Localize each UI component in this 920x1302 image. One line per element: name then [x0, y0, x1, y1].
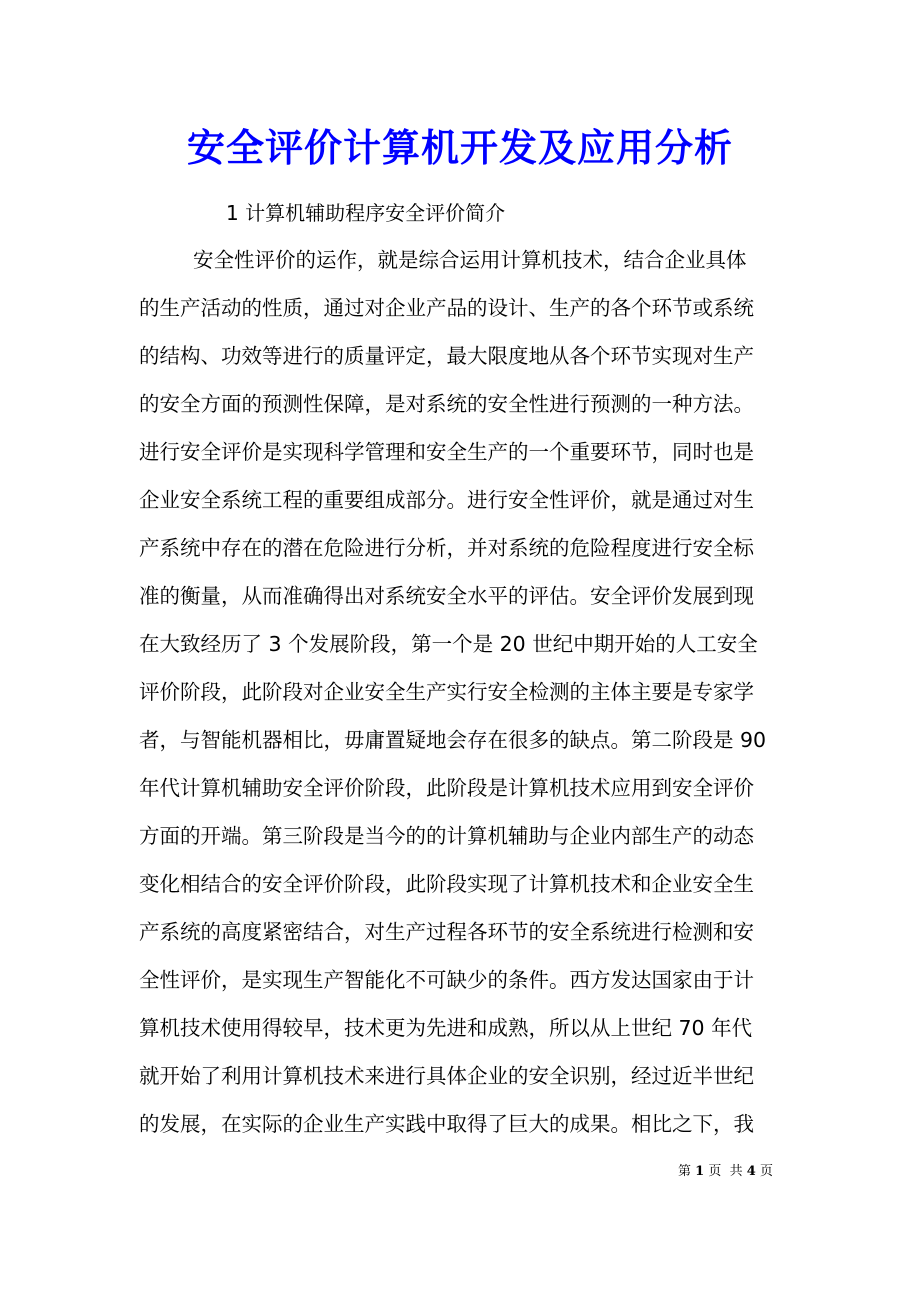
current-page-number: 1	[695, 1164, 705, 1179]
footer-middle: 页 共	[708, 1164, 743, 1179]
paragraph-line: 企业安全系统工程的重要组成部分。进行安全性评价，就是通过对生	[139, 488, 754, 512]
paragraph-line: 算机技术使用得较早，技术更为先进和成熟，所以从上世纪 70 年代	[139, 1016, 753, 1040]
paragraph-line: 产系统的高度紧密结合，对生产过程各环节的安全系统进行检测和安	[139, 920, 754, 944]
paragraph-line: 安全性评价的运作，就是综合运用计算机技术，结合企业具体	[193, 248, 747, 272]
paragraph-line: 变化相结合的安全评价阶段，此阶段实现了计算机技术和企业安全生	[139, 872, 754, 896]
section-heading: 1 计算机辅助程序安全评价简介	[226, 201, 506, 225]
paragraph-line: 的安全方面的预测性保障，是对系统的安全性进行预测的一种方法。	[139, 392, 754, 416]
paragraph-line: 方面的开端。第三阶段是当今的的计算机辅助与企业内部生产的动态	[139, 824, 754, 848]
paragraph-line: 的结构、功效等进行的质量评定，最大限度地从各个环节实现对生产	[139, 344, 754, 368]
paragraph-line: 评价阶段，此阶段对企业安全生产实行安全检测的主体主要是专家学	[139, 680, 754, 704]
total-pages: 4	[746, 1164, 756, 1179]
paragraph-line: 者，与智能机器相比，毋庸置疑地会存在很多的缺点。第二阶段是 90	[139, 728, 767, 752]
footer-prefix: 第	[678, 1164, 692, 1179]
paragraph-line: 产系统中存在的潜在危险进行分析，并对系统的危险程度进行安全标	[139, 536, 754, 560]
footer-suffix: 页	[759, 1164, 773, 1179]
paragraph-line: 年代计算机辅助安全评价阶段，此阶段是计算机技术应用到安全评价	[139, 776, 754, 800]
document-title: 安全评价计算机开发及应用分析	[186, 126, 733, 170]
paragraph-line: 全性评价，是实现生产智能化不可缺少的条件。西方发达国家由于计	[139, 968, 754, 992]
paragraph-line: 就开始了利用计算机技术来进行具体企业的安全识别，经过近半世纪	[139, 1064, 754, 1088]
paragraph-line: 进行安全评价是实现科学管理和安全生产的一个重要环节，同时也是	[139, 440, 754, 464]
page-footer	[678, 1162, 773, 1182]
paragraph-line: 准的衡量，从而准确得出对系统安全水平的评估。安全评价发展到现	[139, 584, 754, 608]
paragraph-line: 的发展，在实际的企业生产实践中取得了巨大的成果。相比之下，我	[139, 1112, 754, 1136]
paragraph-line: 在大致经历了 3 个发展阶段，第一个是 20 世纪中期开始的人工安全	[139, 632, 758, 656]
paragraph-line: 的生产活动的性质，通过对企业产品的设计、生产的各个环节或系统	[139, 296, 754, 320]
